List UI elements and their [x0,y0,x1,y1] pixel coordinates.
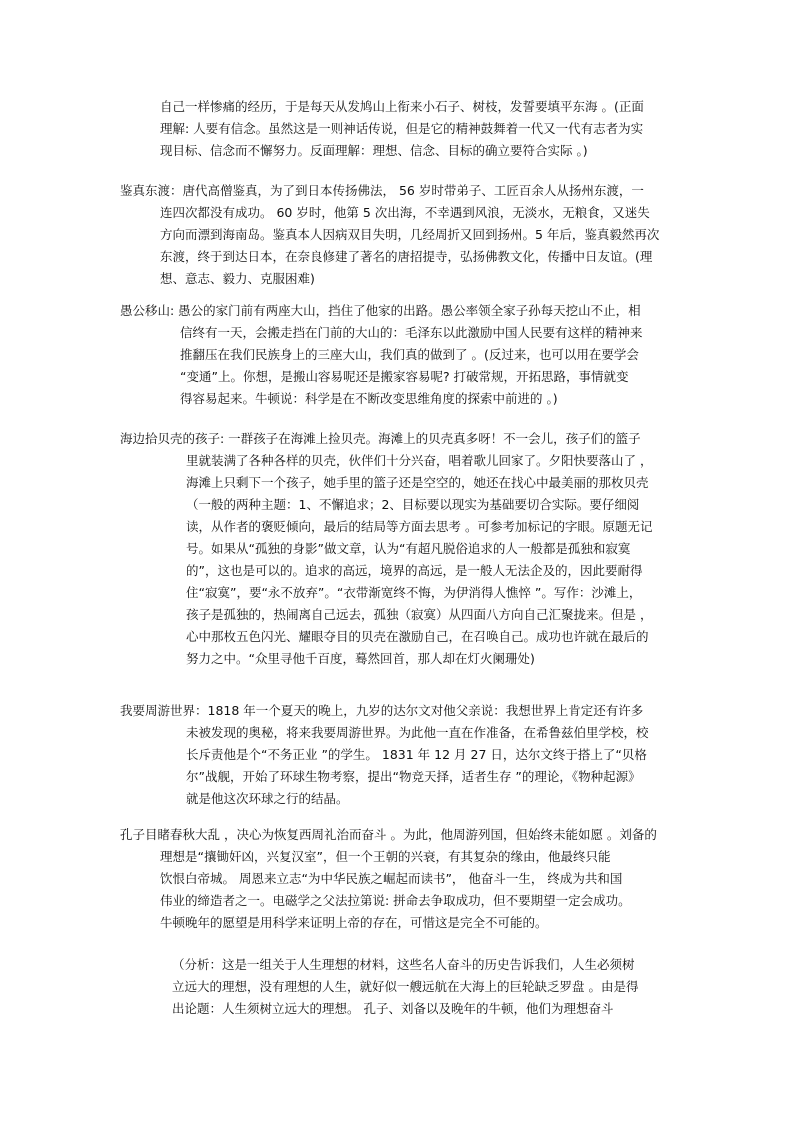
text-line: 愚公移山: 愚公的家门前有两座大山，挡住了他家的出路。愚公率领全家子孙每天挖山不止，相 [120,303,641,318]
text-line: 理想是“攘锄奸凶，兴复汉室”，但一个王朝的兴衰，有其复杂的缘由，他最终只能 [160,849,611,864]
text-line: 就是他这次环球之行的结晶。 [186,791,349,806]
paragraph-jianzhen [120,180,659,290]
text-line: 长斥责他是个“不务正业 ”的学生。 1831 年 12 月 27 日，达尔文终于搭上了“贝格 [186,747,647,762]
text-line: 现目标、信念而不懈努力。反面理解：理想、信念、目标的确立要符合实际 。) [160,143,588,158]
text-line: 饮恨白帝城。 周恩来立志“为中华民族之崛起而读书”， 他奋斗一生， 终成为共和国 [160,871,623,886]
text-line: 号。如果从“孤独的身影”做文章，认为“有超凡脱俗追求的人一般都是孤独和寂寞 [186,541,631,556]
text-line: 尔”战舰，开始了环球生物考察，提出“物竞天择，适者生存 ”的理论，《物种起源》 [186,769,641,784]
paragraph-analysis [172,954,638,1020]
text-line: 未被发现的奥秘，将来我要周游世界。为此他一直在作准备，在希鲁兹伯里学校，校 [186,725,649,740]
text-line: 推翻压在我们民族身上的三座大山，我们真的做到了 。(反过来，也可以用在要学会 [180,347,639,362]
text-line: 海滩上只剩下一个孩子，她手里的篮子还是空空的，她还在找心中最美丽的那枚贝壳 [186,475,649,490]
text-line: （一般的两种主题：1、不懈追求；2、目标要以现实为基础要切合实际。要仔细阅 [186,497,640,512]
text-line: 方向而漂到海南岛。鉴真本人因病双目失明，几经周折又回到扬州。5 年后，鉴真毅然再次 [160,227,660,242]
text-line: 自己一样惨痛的经历，于是每天从发鸠山上衔来小石子、树枝，发誓要填平东海 。(正面 [160,99,644,114]
text-line: 读，从作者的褒贬倾向，最后的结局等方面去思考 。可参考加标记的字眼。原题无记 [186,519,653,534]
text-line: 出论题：人生须树立远大的理想。 孔子、刘备以及晚年的牛顿，他们为理想奋斗 [172,1001,614,1016]
text-line: 住“寂寞”，要“永不放弃”。“衣带渐宽终不悔，为伊消得人憔悴 ”。写作：沙滩上， [186,585,642,600]
text-line: 信终有一天，会搬走挡在门前的大山的：毛泽东以此激励中国人民要有这样的精神来 [180,325,643,340]
text-line: 伟业的缔造者之一。电磁学之父法拉第说: 拼命去争取成功，但不要期望一定会成功。 [160,893,631,908]
text-line: 心中那枚五色闪光、耀眼夺目的贝壳在激励自己，在召唤自己。成功也许就在最后的 [186,629,649,644]
paragraph-darwin [120,700,649,810]
text-line: 牛顿晚年的愿望是用科学来证明上帝的存在，可惜这是完全不可能的。 [160,915,548,930]
text-line: 鉴真东渡：唐代高僧鉴真，为了到日本传扬佛法， 56 岁时带弟子、工匠百余人从扬州东渡，一 [120,183,644,198]
text-line: 连四次都没有成功。 60 岁时，他第 5 次出海，不幸遇到风浪，无淡水，无粮食，又迷失 [160,205,650,220]
text-line: 海边拾贝壳的孩子: 一群孩子在海滩上捡贝壳。海滩上的贝壳真多呀！不一会儿，孩子们的篮子 [120,431,641,446]
text-line: 我要周游世界：1818 年一个夏天的晚上，九岁的达尔文对他父亲说：我想世界上肯定还有许多 [120,703,644,718]
text-line: 理解: 人要有信念。虽然这是一则神话传说，但是它的精神鼓舞着一代又一代有志者为实 [160,121,644,136]
text-line: 孩子是孤独的，热闹离自己远去，孤独（寂寞）从四面八方向自己汇聚拢来。但是 ， [186,607,653,622]
paragraph-jingwei [160,96,644,162]
text-line: 东渡，终于到达日本，在奈良修建了著名的唐招提寺，弘扬佛教文化，传播中日友谊。(理 [160,249,653,264]
text-line: 想、意志、毅力、克服困难) [160,271,315,286]
text-line: 孔子目睹春秋大乱 ，决心为恢复西周礼治而奋斗 。为此，他周游列国，但始终未能如愿 。刘备的 [120,827,657,842]
text-line: 努力之中。“众里寻他千百度，蓦然回首，那人却在灯火阑珊处) [186,651,535,666]
paragraph-yugong [120,300,643,410]
text-line: （分析：这是一组关于人生理想的材料，这些名人奋斗的历史告诉我们，人生必须树 [172,957,635,972]
paragraph-kongzi [120,824,657,934]
text-line: 的”，这也是可以的。追求的高远，境界的高远，是一般人无法企及的，因此要耐得 [186,563,643,578]
text-line: 立远大的理想，没有理想的人生，就好似一艘远航在大海上的巨轮缺乏罗盘 。由是得 [172,979,639,994]
text-line: 得容易起来。牛顿说：科学是在不断改变思维角度的探索中前进的 。) [180,391,558,406]
paragraph-beike [120,428,652,670]
text-line: “变通”上。你想，是搬山容易呢还是搬家容易呢? 打破常规，开拓思路，事情就变 [180,369,629,384]
text-line: 里就装满了各种各样的贝壳，伙伴们十分兴奋，唱着歌儿回家了。夕阳快要落山了 ， [186,453,653,468]
